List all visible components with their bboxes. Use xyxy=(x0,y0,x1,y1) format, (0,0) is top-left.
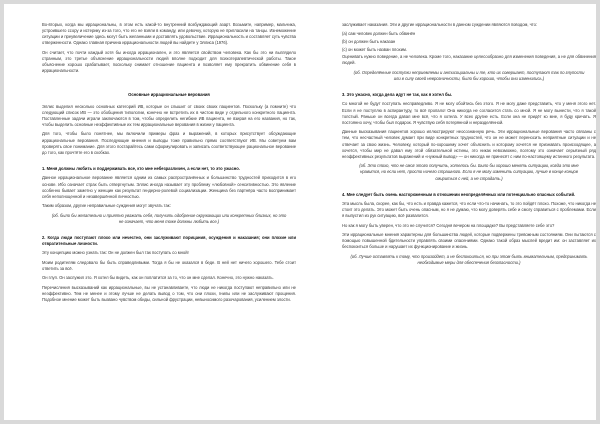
belief-heading-2: 2. Когда люди поступают плохо или нечестно, они заслуживают порицания, осуждения и наказания; они плохие или отвратительные личности. xyxy=(42,234,296,246)
section-heading: Основные иррациональные верования xyxy=(128,92,210,98)
paragraph: Эллис выделил несколько основных категорий ИВ, которые он слышит от своих своих пациентов. Поскольку (а помните) что следующий список ИВ — это обобщения типологии, конечно не встретить их в чистом виде у отдельного конкретного пациента. Поставленные задачи играли заключаются в том, чтобы определить негибкие ИВ пациента, не взирая на его названия, но так, чтобы выделить основные неэффективные их тем иррациональные верования в жизни у пациента. xyxy=(42,103,296,128)
paragraph: Оценивать нужно поведение, а не человека. Кроме того, наказание целесообразно для изменения поведения, а не для обвинения людей. xyxy=(342,54,596,66)
paragraph: Он считает, что почти каждый хотя бы иногда иррационален, и это является свойством человека. Как бы это ни выглядело странным, это третье объяснение иррациональности людей вполне подходит для психотерапевтической работы. Такое объяснение хорошо срабатывает, поскольку снимает отношение пациента и позволяет ему прекратить обвинение себя в иррациональности. xyxy=(42,49,296,74)
rational-note: (об. Лучше оставлять к тому, что произойдет, а не беспокоиться, но при этом быть внимательным, предпринимать необходимые меры для обеспечения безопасности.) xyxy=(350,253,588,265)
rational-note: (об. Это плохо, что не смог этого получить, хотелось бы. Было бы хорошо менять ситуацию, когда это мне нравится, но если нет, просто ничего страшного. Если я не могу изменить ситуацию, лучше в конце концов смириться с ней, а не страдать.) xyxy=(359,163,579,181)
paragraph: Эта мысль была, скорее, как бы, что есть и правда кажется, что если что-то начинать, то это пойдёт плохо. Похоже, что никогда не стоит это делать. Это может быть очень опасным, но я не думаю, что могу доверять себе и смогу справиться с проблемами. Если я выпустил из рук ситуацию, всё развалится. xyxy=(342,201,596,219)
paragraph: Но как я могу быть уверен, что это не случится? Сегодня вечером на площадке? Вы представляете себе это? xyxy=(342,222,555,228)
paragraph: Данное иррациональное верование является одним из самых распространённых и большинство трудностей приходится в его основе. Ибо означает страх быть отвергнутым. Эллис иногда называет эту проблему «любовной» сенситивностью. Это явление особенно бывает заметно у женщин как результат гендерно-ролевой социализации. Женщина без партнёра часто воспринимает себя неполноценной и незавершённой личностью. xyxy=(42,175,296,199)
paragraph: Эту концепцию можно узнать так: Он не должен был так поступать со мной! xyxy=(42,250,189,256)
left-column xyxy=(42,22,296,306)
rational-note: (об. Определённые поступки неприемлемы и антисоциальны и те, кто их совершает, поступают так по глупости или в силу своей неврозничности, было бы хорошо, чтобы они изменились.) xyxy=(353,69,585,81)
list-item: (c) он может быть назван плохим. xyxy=(342,46,408,52)
paragraph: Он глуп. Он заслужил это. Я хотел бы видеть, как он поплатится за то, что он мне сделал. Конечно, это нужно наказать. xyxy=(42,275,274,281)
paragraph: заслуживает наказания. Эти и другие иррациональности в данном суждении являются поводом, что: xyxy=(342,22,538,27)
belief-heading-4: 4. Мне следует быть очень настороженным в отношении неопределённых или потенциально опасных событий. xyxy=(342,191,576,197)
paragraph: Эти иррациональные мнения характерны для большинства людей, которые подвержены тревожным состояниям. Они пытаются с помощью повышенной бдительности управлять своими опасениями. Однако такой образ мыслей вредит им: он заставляет их беспокоиться больше и нарушает их функционирование и жизнь. xyxy=(342,232,596,250)
rational-note: (об. было бы желательно и приятно уважать себя, получить одобрение окружающих или конкретных близких, но это не означает, что меня тоже должны любить все.) xyxy=(51,212,287,224)
paragraph: Таким образом, другие неправильные суждения могут звучать так: xyxy=(42,203,171,209)
belief-heading-1: 1. Меня должны любить и поддерживать все, кто мне небезразличен, а если нет, то это ужасно. xyxy=(42,166,240,172)
paragraph: Данные высказывания пациентов хорошо иллюстрируют неосознанную речь. Эти иррациональные верования часто связаны с тем, что несчастный человек думает при виде конкретных трудностей, что он не может переносить неприятные ситуации и не отвечает за свою жизнь. Человеку, который по-хорошему хочет объяснить и которому хочется не признавать происходящее, а хочется, чтобы мир не давал ему этой обязательной истины, это никак невозможно, поэтому это означает серьёзный ряд неэффективных результатов выражений и «нужный вывод» — он никогда не принесёт с ним по-настоящему истинного результата. xyxy=(342,129,596,159)
paragraph: Для того, чтобы было понятнее, мы включили примеры фраз и выражений, в которых присутствует обсуждающие иррациональные верования. Последующие мнения и выводы тоже правильно прямо соответствуют ИВ. Мы советуем вам проверять свое понимание. Для этого постарайтесь сами сформулировать и записать соответствующее рациональное верование до того, как прочтёте его в скобках. xyxy=(42,131,296,155)
list-item: (b) он должен быть наказан xyxy=(342,39,396,44)
paragraph: Моим родителям следовало бы быть справедливыми. Тогда я бы не оказался в беде. В ней нет ничего хорошего. Тебе стоит ответить за всё. xyxy=(42,259,296,271)
right-column xyxy=(342,22,596,269)
paragraph: Во-вторых, когда мы иррациональны, в этом есть какой-то внутренний возбуждающий азарт. Возьмите, например, мальчика, устроившего ссору и истерику из-за того, что его не взяли в команду, или девочку, которую не пригласили на танцы. Изнеможение ситуации и преувеличение здесь могут быть желанными и доставлять удовольствие. Иррациональность и составляет суть чувства отверженности. Однако главная причина иррациональности людей вы найдете у Эллиса (1976). xyxy=(42,22,296,46)
document-page xyxy=(4,4,596,420)
list-item: (а) сам человек должен быть обвинён xyxy=(342,31,416,37)
paragraph: Со многой не будут поступать несправедливо. Я не могу обойтись без этого. Я не могу даже представить, что у меня этого нет. Если я не поступлю в аспирантуру, то всё пропало! Она никогда не согласится стать со мной. Я не могу вынести, что я такой толстый. Раньше он всегда давал мне всё, что я хотела. У всех другие есть. Если она не придёт ко мне, я буду кричать. Я постоянно хочу, чтобы был подарок. Я чувствую себя потерянной и неразделённой. xyxy=(342,101,596,125)
belief-heading-3: 3. Это ужасно, когда дела идут не так, как я хотел бы. xyxy=(342,92,453,98)
paragraph: Перечисления высказываний как иррациональные, вы не устанавливаете, что люди не никогда поступают неправильно или не неэффективно. Тем не менее и этому лучше не делать вывод о том, что они плохи, гнилы или не заслуживают прощения. Подобное мнение может быть вызвано чувством обиды, сильной фрустрации, невыносимого разочарования, усилением злости. xyxy=(42,284,296,302)
